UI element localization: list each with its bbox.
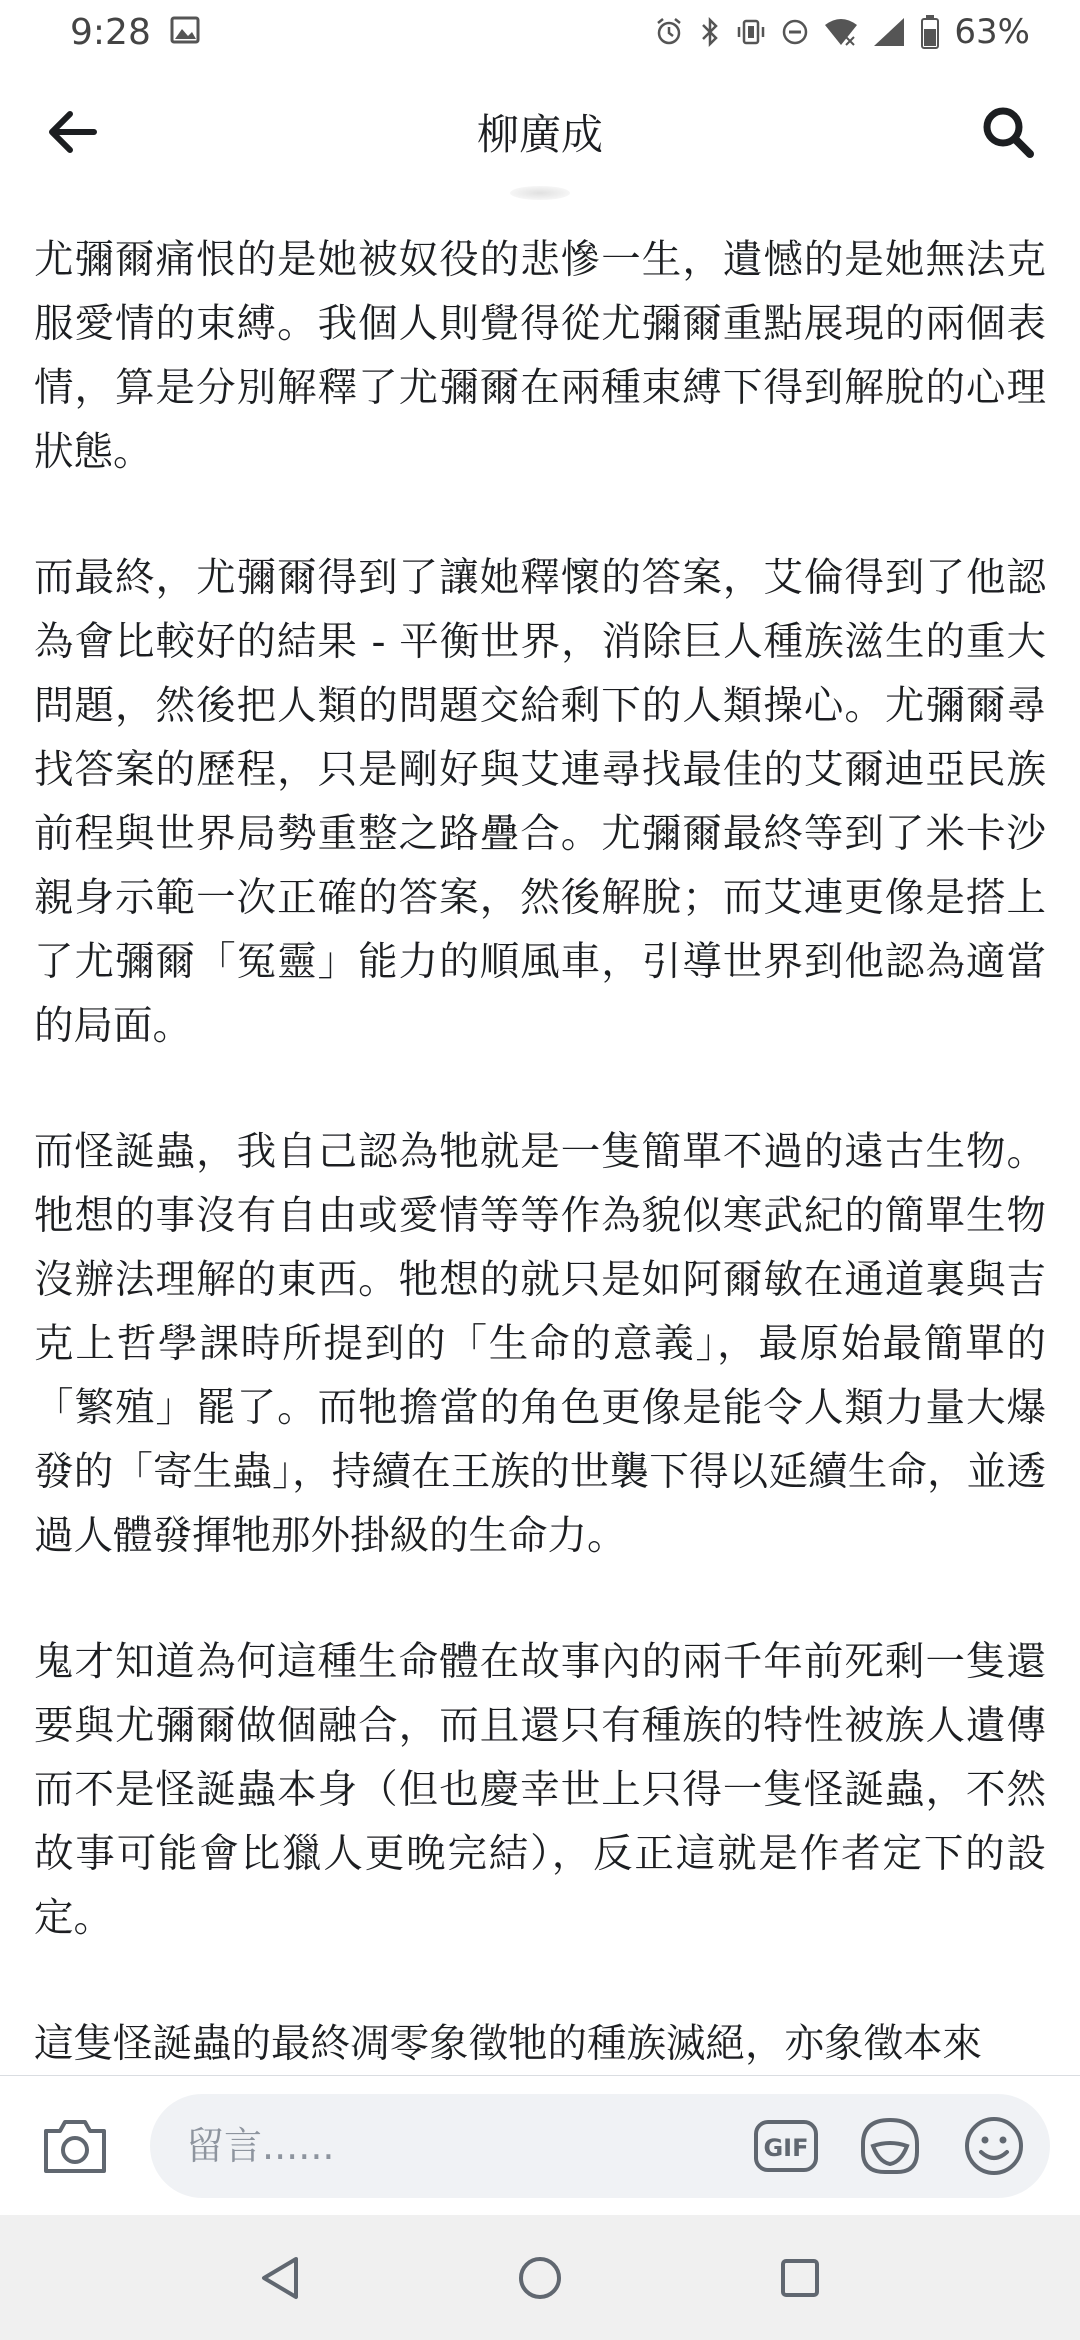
app-header (0, 64, 1080, 200)
status-time: 9:28 (70, 11, 151, 53)
nav-recents-button[interactable] (760, 2238, 840, 2318)
nav-back-button[interactable] (240, 2238, 320, 2318)
sticker-icon (857, 2114, 923, 2178)
emoji-button[interactable] (956, 2108, 1032, 2184)
sticker-button[interactable] (852, 2108, 928, 2184)
back-arrow-icon (42, 102, 102, 162)
post-content[interactable] (0, 200, 1080, 2075)
battery-icon (920, 15, 940, 49)
nav-home-button[interactable] (500, 2238, 580, 2318)
post-paragraph: 尤彌爾痛恨的是她被奴役的悲慘一生，遺憾的是她無法克服愛情的束縛。我個人則覺得從尤彌爾重點展現的兩個表情，算是分別解釋了尤彌爾在兩種束縛下得到解脫的心理狀態。 (34, 237, 1046, 475)
circle-home-icon (516, 2254, 564, 2302)
bluetooth-icon (698, 16, 722, 48)
vibrate-icon (736, 17, 766, 47)
camera-button[interactable] (30, 2101, 120, 2191)
post-paragraph: 鬼才知道為何這種生命體在故事內的兩千年前死剩一隻還要與尤彌爾做個融合，而且還只有種族的特性被族人遺傳而不是怪誕蟲本身（但也慶幸世上只得一隻怪誕蟲，不然故事可能會比獵人更晚完結），反正這就是作者定下的設定。 (34, 1639, 1046, 1941)
comment-bar (0, 2075, 1080, 2215)
gif-icon (753, 2116, 819, 2176)
image-notification-icon (169, 14, 201, 50)
post-paragraph: 而怪誕蟲，我自己認為牠就是一隻簡單不過的遠古生物。牠想的事沒有自由或愛情等等作為貌似寒武紀的簡單生物沒辦法理解的東西。牠想的就只是如阿爾敏在通道裏與吉克上哲學課時所提到的「生命的意義」，最原始最簡單的「繁殖」罷了。而牠擔當的角色更像是能令人類力量大爆發的「寄生蟲」，持續在王族的世襲下得以延續生命，並透過人體發揮牠那外掛級的生命力。 (34, 1129, 1046, 1559)
gif-button[interactable] (748, 2108, 824, 2184)
alarm-icon (654, 17, 684, 47)
status-left (70, 12, 201, 53)
comment-input-container[interactable] (150, 2094, 1050, 2198)
triangle-back-icon (258, 2254, 302, 2302)
search-button[interactable] (972, 96, 1044, 168)
do-not-disturb-icon (780, 17, 810, 47)
scroll-shadow (510, 186, 570, 200)
page-title: 柳廣成 (476, 110, 603, 159)
signal-icon (872, 16, 906, 48)
emoji-icon (963, 2115, 1025, 2177)
search-icon (978, 102, 1038, 162)
camera-icon (42, 2117, 108, 2175)
post-paragraph: 這隻怪誕蟲的最終凋零象徵牠的種族滅絕，亦象徵本來 (34, 2021, 982, 2067)
battery-percentage: 63% (954, 12, 1030, 52)
back-button[interactable] (36, 96, 108, 168)
post-paragraph: 而最終，尤彌爾得到了讓她釋懷的答案，艾倫得到了他認為會比較好的結果 - 平衡世界，消除巨人種族滋生的重大問題，然後把人類的問題交給剩下的人類操心。尤彌爾尋找答案的歷程，只是剛好與艾連尋找最佳的艾爾迪亞民族前程與世界局勢重整之路疊合。尤彌爾最終等到了米卡沙親身示範一次正確的答案，然後解脫；而艾連更像是搭上了尤彌爾「冤靈」能力的順風車，引導世界到他認為適當的局面。 (34, 555, 1046, 1049)
status-bar (0, 0, 1080, 64)
wifi-icon (824, 17, 858, 47)
system-nav-bar (0, 2215, 1080, 2340)
status-right (654, 12, 1030, 52)
gif-label: GIF (763, 2133, 809, 2162)
comment-input[interactable] (186, 2124, 720, 2168)
square-recents-icon (778, 2256, 822, 2300)
